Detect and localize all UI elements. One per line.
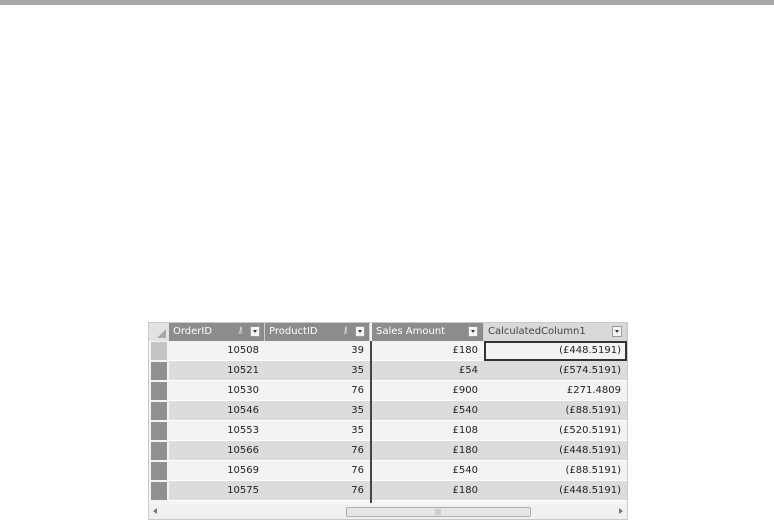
- calculatedcolumn1-cell[interactable]: (£88.5191): [484, 461, 627, 481]
- orderid-cell[interactable]: 10566: [169, 441, 265, 461]
- scrollbar-thumb[interactable]: [346, 507, 531, 517]
- frozen-column-divider: [370, 341, 372, 503]
- table-row[interactable]: [149, 381, 627, 401]
- column-header-label: ProductID: [269, 326, 318, 337]
- scroll-left-arrow-icon[interactable]: [153, 508, 157, 514]
- orderid-cell[interactable]: 10575: [169, 481, 265, 501]
- horizontal-scrollbar[interactable]: [149, 505, 627, 519]
- top-divider-bar: [0, 0, 774, 5]
- column-header-label: OrderID: [173, 326, 213, 337]
- calculatedcolumn1-cell[interactable]: (£448.5191): [484, 481, 627, 501]
- select-all-icon: [157, 329, 166, 338]
- table-row[interactable]: [149, 441, 627, 461]
- table-row[interactable]: [149, 481, 627, 501]
- productid-cell[interactable]: 76: [265, 381, 370, 401]
- productid-cell[interactable]: 35: [265, 361, 370, 381]
- sales-amount-cell[interactable]: £54: [372, 361, 484, 381]
- calculatedcolumn1-cell[interactable]: (£574.5191): [484, 361, 627, 381]
- column-header-calculatedcolumn1[interactable]: [484, 323, 627, 341]
- grip-icon: |||: [435, 509, 442, 516]
- table-row[interactable]: [149, 341, 627, 361]
- select-all-corner[interactable]: [149, 323, 169, 341]
- orderid-cell[interactable]: 10530: [169, 381, 265, 401]
- filter-dropdown-icon[interactable]: [468, 326, 478, 337]
- calculatedcolumn1-cell[interactable]: (£448.5191): [484, 341, 627, 361]
- column-header-sales-amount[interactable]: [372, 323, 484, 341]
- orderid-cell[interactable]: 10546: [169, 401, 265, 421]
- column-header-label: CalculatedColumn1: [488, 326, 586, 337]
- column-header-label: Sales Amount: [376, 326, 446, 337]
- row-selector[interactable]: [151, 442, 167, 460]
- sales-amount-cell[interactable]: £540: [372, 401, 484, 421]
- filter-dropdown-icon[interactable]: [612, 326, 622, 337]
- row-selector[interactable]: [151, 382, 167, 400]
- row-selector[interactable]: [151, 482, 167, 500]
- calculatedcolumn1-cell[interactable]: (£520.5191): [484, 421, 627, 441]
- productid-cell[interactable]: 39: [265, 341, 370, 361]
- scroll-right-arrow-icon[interactable]: [619, 508, 623, 514]
- row-selector[interactable]: [151, 422, 167, 440]
- calculatedcolumn1-cell[interactable]: £271.4809: [484, 381, 627, 401]
- calculatedcolumn1-cell[interactable]: (£448.5191): [484, 441, 627, 461]
- row-selector[interactable]: [151, 362, 167, 380]
- productid-cell[interactable]: 35: [265, 401, 370, 421]
- row-selector[interactable]: [151, 342, 167, 360]
- orderid-cell[interactable]: 10553: [169, 421, 265, 441]
- sales-amount-cell[interactable]: £180: [372, 341, 484, 361]
- filter-dropdown-icon[interactable]: [250, 326, 260, 337]
- column-header-productid[interactable]: [265, 323, 370, 341]
- key-icon: ⚷: [237, 326, 244, 336]
- sales-amount-cell[interactable]: £108: [372, 421, 484, 441]
- calculatedcolumn1-cell[interactable]: (£88.5191): [484, 401, 627, 421]
- productid-cell[interactable]: 76: [265, 441, 370, 461]
- key-icon: ⚷: [342, 326, 349, 336]
- table-row[interactable]: [149, 401, 627, 421]
- data-grid: [148, 322, 628, 520]
- sales-amount-cell[interactable]: £180: [372, 481, 484, 501]
- sales-amount-cell[interactable]: £540: [372, 461, 484, 481]
- productid-cell[interactable]: 76: [265, 481, 370, 501]
- column-header-orderid[interactable]: [169, 323, 265, 341]
- orderid-cell[interactable]: 10521: [169, 361, 265, 381]
- orderid-cell[interactable]: 10508: [169, 341, 265, 361]
- row-selector[interactable]: [151, 462, 167, 480]
- table-row[interactable]: [149, 361, 627, 381]
- sales-amount-cell[interactable]: £900: [372, 381, 484, 401]
- sales-amount-cell[interactable]: £180: [372, 441, 484, 461]
- table-row[interactable]: [149, 461, 627, 481]
- column-header-row: [149, 323, 627, 341]
- table-row[interactable]: [149, 421, 627, 441]
- productid-cell[interactable]: 35: [265, 421, 370, 441]
- filter-dropdown-icon[interactable]: [355, 326, 365, 337]
- row-selector[interactable]: [151, 402, 167, 420]
- orderid-cell[interactable]: 10569: [169, 461, 265, 481]
- productid-cell[interactable]: 76: [265, 461, 370, 481]
